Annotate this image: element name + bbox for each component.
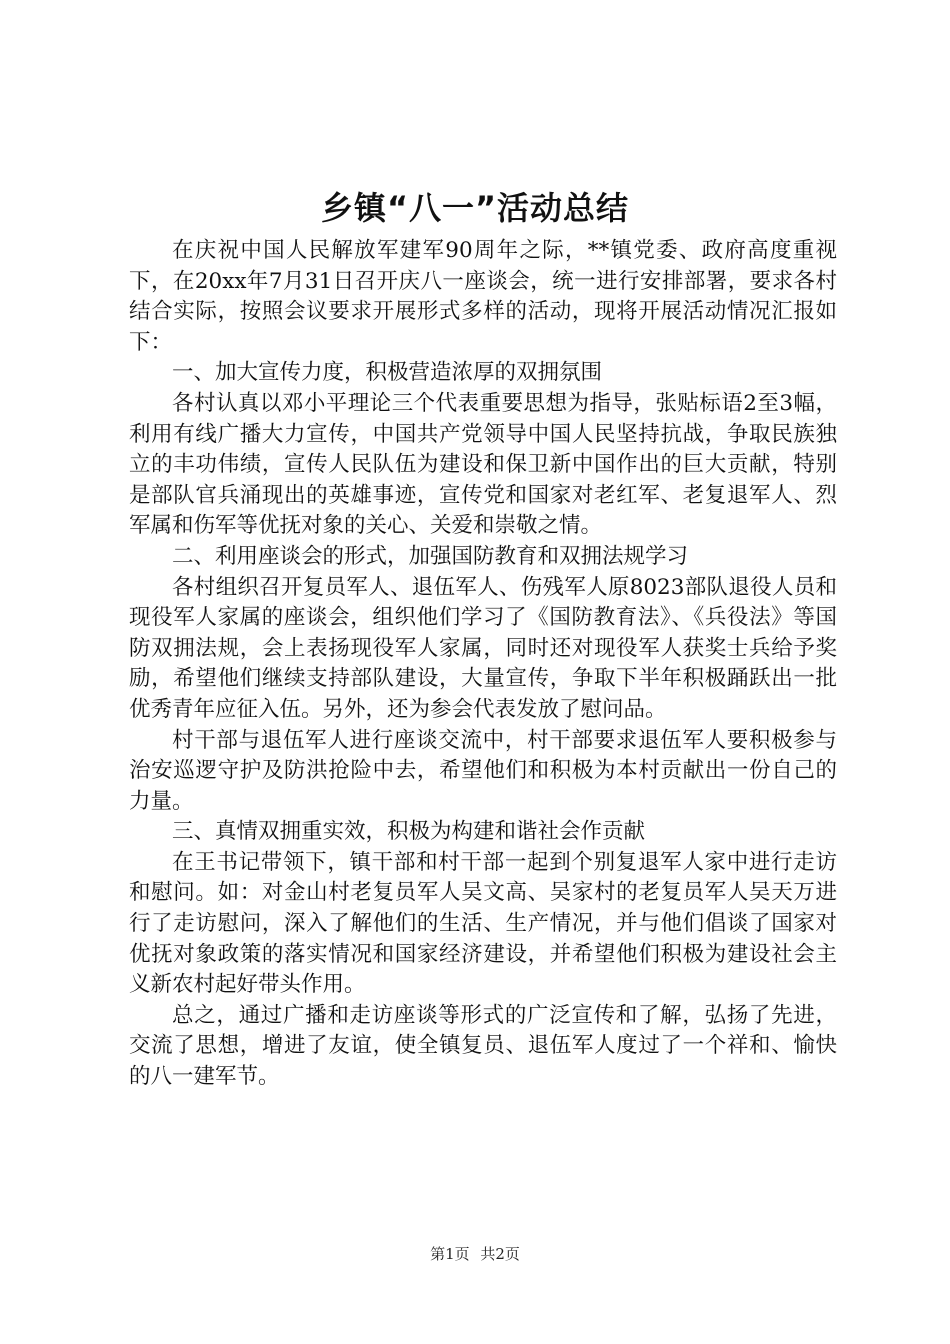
page-footer	[0, 1243, 950, 1265]
section-heading-2: 二、利用座谈会的形式，加强国防教育和双拥法规学习	[172, 543, 689, 569]
conclusion-paragraph: 总之，通过广播和走访座谈等形式的广泛宣传和了解，弘扬了先进，交流了思想，增进了友谊，使全镇复员、退伍军人度过了一个祥和、愉快的八一建军节。	[129, 1002, 837, 1090]
section-2-paragraph-2: 村干部与退伍军人进行座谈交流中，村干部要求退伍军人要积极参与治安巡逻守护及防洪抢险中去，希望他们和积极为本村贡献出一份自己的力量。	[129, 727, 837, 814]
section-heading-3: 三、真情双拥重实效，积极为构建和谐社会作贡献	[172, 819, 646, 845]
section-1-paragraph: 各村认真以邓小平理论三个代表重要思想为指导，张贴标语2至3幅，利用有线广播大力宣传，中国共产党领导中国人民坚持抗战，争取民族独立的丰功伟绩，宣传人民队伍为建设和保卫新中国作出的巨大贡献，特别是部队官兵涌现出的英雄事迹，宣传党和国家对老红军、老复退军人、烈军属和伤军等优抚对象的关心、关爱和崇敬之情。	[129, 390, 837, 539]
section-heading-1: 一、加大宣传力度，积极营造浓厚的双拥氛围	[172, 360, 603, 386]
section-2-paragraph-1: 各村组织召开复员军人、退伍军人、伤残军人原8023部队退役人员和现役军人家属的座谈会，组织他们学习了《国防教育法》、《兵役法》等国防双拥法规，会上表扬现役军人家属，同时还对现役军人获奖士兵给予奖励，希望他们继续支持部队建设，大量宣传，争取下半年积极踊跃出一批优秀青年应征入伍。另外，还为参会代表发放了慰问品。	[129, 574, 837, 722]
page-number: 第1页	[430, 1245, 470, 1263]
document-body	[129, 236, 837, 1093]
section-3-paragraph: 在王书记带领下，镇干部和村干部一起到个别复退军人家中进行走访和慰问。如：对金山村老复员军人吴文高、吴家村的老复员军人吴天万进行了走访慰问，深入了解他们的生活、生产情况，并与他们倡谈了国家对优抚对象政策的落实情况和国家经济建设，并希望他们积极为建设社会主义新农村起好带头作用。	[129, 849, 837, 998]
page-total: 共2页	[480, 1245, 520, 1263]
document-title: 乡镇“八一”活动总结	[320, 189, 630, 227]
intro-paragraph: 在庆祝中国人民解放军建军90周年之际，**镇党委、政府高度重视下，在20xx年7月31日召开庆八一座谈会，统一进行安排部署，要求各村结合实际，按照会议要求开展形式多样的活动，现将开展活动情况汇报如下：	[129, 238, 837, 355]
